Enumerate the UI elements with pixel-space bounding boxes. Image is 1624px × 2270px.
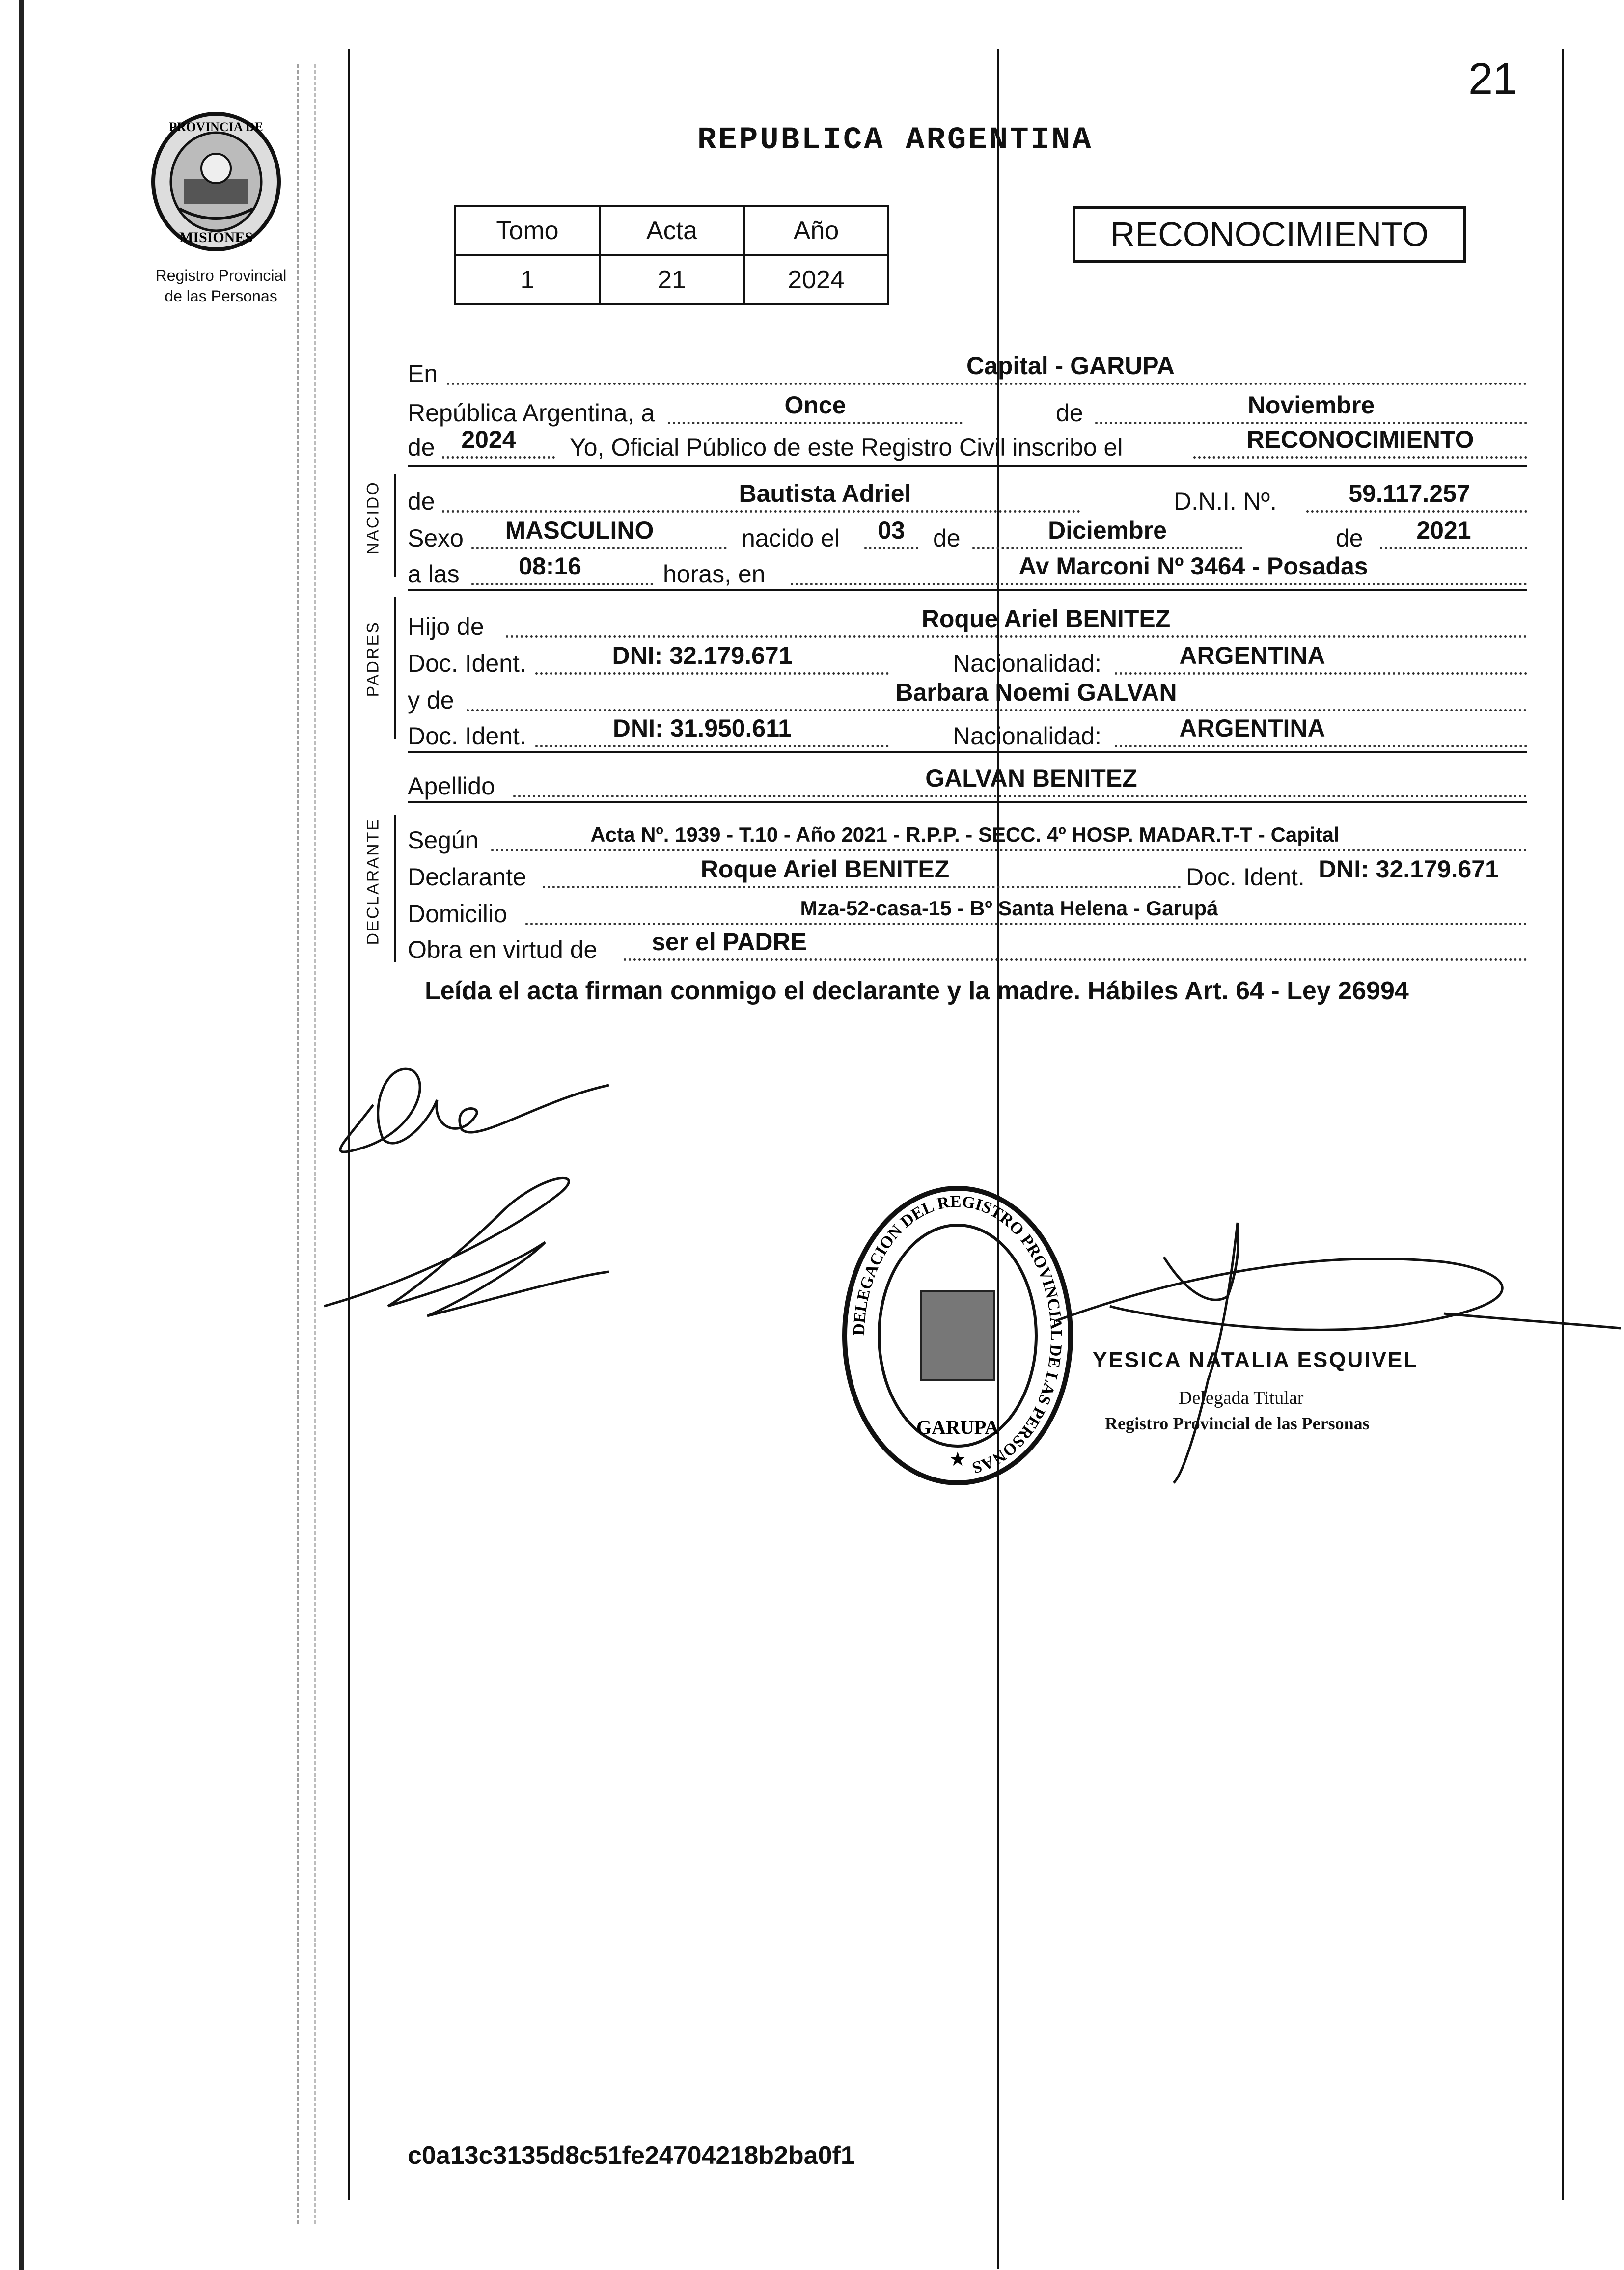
declarante-doc-label: Doc. Ident. — [1186, 863, 1305, 891]
birth-day-dots — [864, 547, 918, 549]
declarante-doc: DNI: 32.179.671 — [1319, 855, 1499, 883]
apellido-dots — [513, 795, 1527, 797]
reference-table — [454, 205, 889, 305]
y-de-label: y de — [408, 686, 454, 714]
row-nacido-name — [408, 481, 1527, 516]
statement-text: Yo, Oficial Público de este Registro Civil inscribo el — [570, 434, 1123, 461]
row-sexo — [408, 518, 1527, 552]
domicilio-value: Mza-52-casa-15 - Bº Santa Helena - Garupá — [800, 897, 1218, 920]
hijo-de-label: Hijo de — [408, 613, 484, 640]
logo-caption — [133, 265, 309, 306]
father-doc: DNI: 32.179.671 — [612, 642, 793, 669]
father-nat-label: Nacionalidad: — [953, 650, 1101, 677]
declarante-label: Declarante — [408, 863, 526, 891]
seal-text-bottom: MISIONES — [179, 229, 253, 246]
row-apellido — [408, 766, 1527, 800]
en-label: En — [408, 360, 438, 387]
act-type-box: RECONOCIMIENTO — [1073, 206, 1466, 263]
de-label-1: de — [1056, 399, 1083, 427]
row-en — [408, 354, 1527, 388]
mother-dots — [467, 709, 1527, 711]
place-value: Capital - GARUPA — [966, 352, 1175, 380]
obra-value: ser el PADRE — [652, 928, 807, 956]
padres-bar — [394, 597, 396, 739]
month-value: Noviembre — [1247, 391, 1375, 419]
month-dots — [1095, 422, 1527, 424]
seal-text-top: PROVINCIA DE — [169, 120, 263, 134]
nacido-section-label: NACIDO — [363, 481, 383, 555]
statement-dots — [1193, 456, 1527, 459]
domicilio-label: Domicilio — [408, 900, 507, 928]
mother-doc: DNI: 31.950.611 — [612, 714, 792, 742]
registry-stamp — [830, 1178, 1085, 1493]
mother-nat-label: Nacionalidad: — [953, 722, 1101, 750]
sexo-dots — [471, 547, 727, 549]
nacido-de-label: de — [408, 488, 435, 515]
row-fecha — [408, 393, 1527, 427]
horas-label: horas, en — [663, 560, 766, 588]
logo-caption-line1: Registro Provincial — [155, 267, 287, 284]
birth-day: 03 — [878, 517, 905, 544]
nacido-bar — [394, 474, 396, 577]
header-ano: Año — [744, 206, 888, 255]
de-label-4: de — [1336, 524, 1363, 552]
name-dots — [442, 510, 1080, 513]
segun-label: Según — [408, 826, 479, 854]
birth-place: Av Marconi Nº 3464 - Posadas — [1018, 552, 1368, 580]
row-year — [408, 427, 1527, 462]
mother-nationality: ARGENTINA — [1179, 714, 1325, 742]
divider-2 — [408, 589, 1527, 591]
punch-marks — [297, 64, 301, 2224]
republica-label: República Argentina, a — [408, 399, 655, 427]
mother-name: Barbara Noemi GALVAN — [895, 679, 1177, 706]
father-doc-dots — [535, 672, 889, 675]
padres-section-label: PADRES — [363, 621, 383, 697]
apellido-value: GALVAN BENITEZ — [925, 765, 1137, 792]
mother-doc-dots — [535, 745, 889, 747]
sexo-value: MASCULINO — [505, 517, 654, 544]
stamp-center-text: GARUPA — [916, 1416, 999, 1438]
scan-edge-line — [19, 0, 24, 2270]
day-value: Once — [784, 391, 846, 419]
row-mother-doc — [408, 716, 1527, 750]
row-obra — [408, 930, 1527, 964]
mother-nat-dots — [1115, 745, 1527, 747]
header-acta: Acta — [600, 206, 744, 255]
closing-text: Leída el acta firman conmigo el declarante y la madre. Hábiles Art. 64 - Ley 26994 — [425, 977, 1409, 1005]
birth-month: Diciembre — [1048, 517, 1167, 544]
divider-3 — [408, 751, 1527, 753]
birth-year-dots — [1380, 547, 1527, 549]
divider-4 — [408, 801, 1527, 803]
obra-dots — [624, 958, 1527, 961]
nacido-el-label: nacido el — [742, 524, 840, 552]
time-dots — [471, 583, 653, 585]
official-name: YESICA NATALIA ESQUIVEL — [1093, 1348, 1419, 1372]
father-dots — [506, 635, 1527, 638]
row-hijo — [408, 606, 1527, 641]
row-segun — [408, 820, 1527, 854]
right-margin-line — [1562, 49, 1564, 2200]
a-las-label: a las — [408, 560, 460, 588]
declarante-section-label: DECLARANTE — [363, 818, 383, 945]
page-number: 21 — [1468, 55, 1518, 104]
document-title: REPUBLICA ARGENTINA — [697, 123, 1093, 158]
birth-time: 08:16 — [519, 552, 581, 580]
row-hora — [408, 554, 1527, 588]
reference-value-row — [455, 255, 888, 304]
value-tomo: 1 — [455, 255, 600, 304]
value-ano: 2024 — [744, 255, 888, 304]
father-nationality: ARGENTINA — [1179, 642, 1325, 669]
father-name: Roque Ariel BENITEZ — [921, 605, 1171, 632]
father-nat-dots — [1115, 672, 1527, 675]
dni-dots — [1306, 510, 1527, 513]
declarante-bar — [394, 815, 396, 962]
row-domicilio — [408, 894, 1527, 928]
declarante-dots — [543, 886, 1181, 888]
row-father-doc — [408, 643, 1527, 678]
sexo-label: Sexo — [408, 524, 464, 552]
stamp-ring-text: DELEGACION DEL REGISTRO PROVINCIAL DE LAS PERSONAS — [850, 1192, 1066, 1477]
dni-label: D.N.I. Nº. — [1174, 488, 1277, 515]
segun-value: Acta Nº. 1939 - T.10 - Año 2021 - R.P.P. - SECC. 4º HOSP. MADAR.T-T - Capital — [590, 823, 1340, 846]
declarante-signature — [340, 1069, 609, 1152]
reference-header-row — [455, 206, 888, 255]
birth-month-dots — [972, 547, 1242, 549]
province-seal-logo — [150, 110, 282, 253]
signatures-left — [314, 1026, 648, 1340]
divider-1 — [408, 465, 1527, 467]
declarante-name: Roque Ariel BENITEZ — [700, 855, 950, 883]
day-dots — [668, 422, 963, 424]
domicilio-dots — [525, 923, 1527, 925]
row-y-de — [408, 680, 1527, 714]
official-office: Registro Provincial de las Personas — [1105, 1414, 1370, 1433]
statement-value: RECONOCIMIENTO — [1246, 426, 1474, 453]
seal-icon — [150, 110, 282, 253]
birth-year: 2021 — [1416, 517, 1471, 544]
child-name: Bautista Adriel — [739, 480, 911, 507]
mother-doc-label: Doc. Ident. — [408, 722, 526, 750]
de-label-3: de — [933, 524, 961, 552]
logo-caption-line2: de las Personas — [165, 287, 277, 305]
document-hash: c0a13c3135d8c51fe24704218b2ba0f1 — [408, 2141, 855, 2170]
apellido-label: Apellido — [408, 772, 495, 800]
child-dni: 59.117.257 — [1349, 480, 1470, 507]
de-label-2: de — [408, 434, 435, 461]
year-dots — [442, 456, 555, 459]
en-dots — [447, 383, 1527, 385]
place-dots — [791, 583, 1527, 585]
father-doc-label: Doc. Ident. — [408, 650, 526, 677]
stamp-star-icon: ★ — [949, 1449, 966, 1470]
official-role: Delegada Titular — [1179, 1388, 1304, 1408]
obra-label: Obra en virtud de — [408, 936, 598, 963]
header-tomo: Tomo — [455, 206, 600, 255]
mother-signature — [324, 1178, 609, 1316]
row-declarante — [408, 857, 1527, 891]
value-acta: 21 — [600, 255, 744, 304]
segun-dots — [491, 849, 1527, 851]
year-value: 2024 — [461, 426, 516, 453]
